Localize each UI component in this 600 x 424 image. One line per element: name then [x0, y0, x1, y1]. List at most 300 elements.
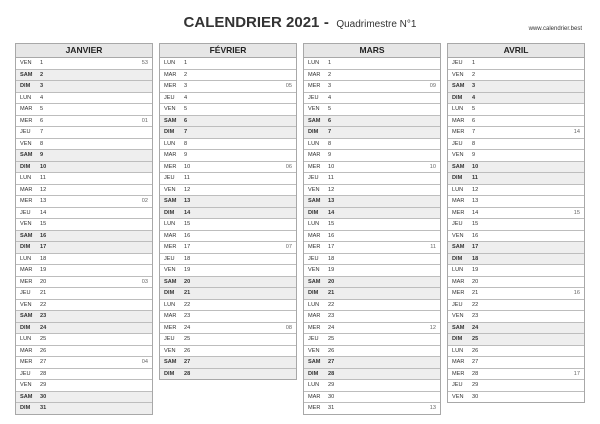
day-row — [448, 150, 584, 162]
week-number: 02 — [141, 198, 148, 204]
day-row — [16, 116, 152, 128]
day-name: SAM — [452, 83, 465, 89]
day-number: 22 — [472, 301, 479, 308]
day-row — [16, 81, 152, 93]
day-name: VEN — [20, 140, 32, 147]
week-number: 10 — [429, 163, 436, 170]
day-number: 16 — [472, 232, 479, 239]
day-name: MER — [20, 198, 33, 204]
day-row — [304, 357, 440, 369]
day-number: 17 — [40, 244, 47, 250]
day-name: JEU — [164, 175, 175, 181]
day-name: MER — [308, 83, 321, 89]
day-row — [304, 196, 440, 208]
day-number: 8 — [40, 140, 44, 147]
day-number: 12 — [328, 186, 335, 193]
day-row — [160, 357, 296, 369]
day-row — [16, 185, 152, 197]
day-number: 20 — [40, 278, 47, 285]
day-name: MAR — [20, 106, 33, 112]
day-row — [448, 70, 584, 82]
day-number: 18 — [40, 255, 47, 262]
day-number: 6 — [184, 117, 188, 124]
day-number: 16 — [40, 232, 47, 239]
day-number: 31 — [40, 405, 47, 411]
day-row — [304, 231, 440, 243]
day-row — [16, 265, 152, 277]
day-number: 5 — [40, 106, 44, 112]
day-number: 2 — [472, 71, 476, 78]
day-number: 1 — [328, 60, 332, 66]
day-number: 4 — [472, 94, 476, 101]
day-name: VEN — [20, 60, 32, 66]
day-name: DIM — [164, 129, 175, 135]
day-name: VEN — [452, 313, 464, 319]
day-name: JEU — [164, 94, 175, 101]
day-number: 27 — [184, 359, 191, 365]
day-name: LUN — [164, 221, 176, 227]
day-row — [304, 346, 440, 358]
day-row — [304, 150, 440, 162]
day-row — [448, 323, 584, 335]
day-number: 18 — [472, 255, 479, 262]
day-row — [304, 185, 440, 197]
day-name: SAM — [308, 278, 321, 285]
day-name: SAM — [164, 278, 177, 285]
day-number: 3 — [40, 83, 44, 89]
day-number: 6 — [328, 117, 332, 124]
day-number: 8 — [328, 140, 332, 147]
week-number: 09 — [429, 83, 436, 89]
week-number: 01 — [141, 117, 148, 124]
day-row — [160, 254, 296, 266]
day-number: 23 — [328, 313, 335, 319]
day-number: 11 — [40, 175, 46, 181]
day-name: SAM — [164, 117, 177, 124]
day-row — [16, 173, 152, 185]
day-row — [16, 242, 152, 254]
day-name: MER — [308, 324, 321, 331]
day-name: VEN — [164, 186, 176, 193]
day-number: 3 — [328, 83, 332, 89]
day-row — [448, 162, 584, 174]
day-row — [16, 196, 152, 208]
months-grid — [15, 43, 585, 413]
day-row — [16, 311, 152, 323]
month-header: JANVIER — [16, 44, 152, 58]
day-number: 25 — [40, 336, 47, 342]
day-row — [304, 323, 440, 335]
day-name: SAM — [20, 71, 33, 78]
day-number: 9 — [40, 152, 44, 158]
day-row — [16, 369, 152, 381]
day-row — [448, 334, 584, 346]
day-name: DIM — [452, 175, 463, 181]
day-name: MER — [452, 370, 465, 377]
day-row — [16, 323, 152, 335]
day-number: 10 — [472, 163, 479, 170]
day-row — [448, 392, 584, 403]
day-number: 10 — [40, 163, 47, 170]
day-number: 26 — [472, 347, 479, 354]
day-name: DIM — [164, 290, 175, 296]
day-number: 28 — [40, 370, 47, 377]
day-number: 18 — [184, 255, 191, 262]
day-row — [448, 81, 584, 93]
day-number: 4 — [40, 94, 44, 101]
day-row — [16, 70, 152, 82]
day-number: 23 — [40, 313, 47, 319]
day-row — [160, 58, 296, 70]
day-name: MER — [452, 209, 465, 216]
day-row — [448, 196, 584, 208]
day-name: MAR — [164, 313, 177, 319]
day-number: 20 — [472, 278, 479, 285]
day-number: 6 — [40, 117, 44, 124]
day-name: JEU — [20, 370, 31, 377]
day-name: MAR — [308, 152, 321, 158]
day-row — [160, 242, 296, 254]
day-name: JEU — [308, 255, 319, 262]
day-row — [160, 139, 296, 151]
day-name: DIM — [308, 370, 319, 377]
day-row — [304, 369, 440, 381]
day-row — [448, 139, 584, 151]
day-row — [304, 127, 440, 139]
day-name: JEU — [308, 175, 319, 181]
day-row — [448, 104, 584, 116]
day-name: DIM — [308, 209, 319, 216]
day-number: 7 — [328, 129, 332, 135]
day-row — [160, 323, 296, 335]
day-row — [16, 104, 152, 116]
day-number: 10 — [184, 163, 191, 170]
day-row — [160, 81, 296, 93]
day-number: 2 — [184, 71, 188, 78]
day-name: LUN — [452, 267, 464, 273]
day-name: LUN — [20, 175, 32, 181]
day-name: JEU — [164, 255, 175, 262]
day-row — [160, 70, 296, 82]
day-number: 2 — [328, 71, 332, 78]
day-row — [448, 219, 584, 231]
day-name: LUN — [308, 140, 320, 147]
day-row — [160, 196, 296, 208]
day-row — [304, 219, 440, 231]
day-number: 11 — [184, 175, 190, 181]
day-row — [160, 231, 296, 243]
day-number: 15 — [40, 221, 47, 227]
day-row — [160, 334, 296, 346]
day-name: JEU — [452, 382, 463, 388]
day-name: VEN — [452, 232, 464, 239]
day-row — [160, 300, 296, 312]
day-row — [304, 254, 440, 266]
day-name: SAM — [164, 198, 177, 204]
day-number: 27 — [40, 359, 47, 365]
day-number: 1 — [40, 60, 44, 66]
day-number: 3 — [472, 83, 476, 89]
day-row — [304, 70, 440, 82]
day-number: 26 — [328, 347, 335, 354]
day-row — [16, 403, 152, 414]
day-row — [448, 208, 584, 220]
day-number: 30 — [328, 393, 335, 400]
day-number: 12 — [184, 186, 191, 193]
day-name: MAR — [308, 393, 321, 400]
day-number: 7 — [184, 129, 188, 135]
day-row — [160, 311, 296, 323]
day-row — [160, 150, 296, 162]
day-row — [304, 277, 440, 289]
day-number: 21 — [472, 290, 479, 296]
day-number: 24 — [184, 324, 191, 331]
day-name: MER — [308, 405, 321, 411]
week-number: 03 — [141, 278, 148, 285]
day-number: 29 — [472, 382, 479, 388]
day-number: 4 — [184, 94, 188, 101]
day-row — [304, 139, 440, 151]
day-name: DIM — [452, 255, 463, 262]
day-row — [160, 265, 296, 277]
day-row — [16, 300, 152, 312]
day-number: 15 — [184, 221, 191, 227]
day-name: LUN — [308, 221, 320, 227]
day-row — [304, 242, 440, 254]
day-number: 6 — [472, 117, 476, 124]
day-row — [16, 219, 152, 231]
day-name: VEN — [164, 347, 176, 354]
day-number: 14 — [40, 209, 47, 216]
day-name: MER — [164, 83, 177, 89]
day-name: VEN — [452, 393, 464, 400]
day-name: LUN — [452, 186, 464, 193]
day-name: VEN — [308, 347, 320, 354]
day-row — [16, 162, 152, 174]
day-name: MER — [452, 129, 465, 135]
day-number: 27 — [472, 359, 479, 365]
day-row — [16, 139, 152, 151]
day-name: DIM — [452, 336, 463, 342]
day-row — [448, 311, 584, 323]
week-number: 14 — [573, 129, 580, 135]
day-name: MAR — [452, 117, 465, 124]
week-number: 06 — [285, 163, 292, 170]
day-number: 9 — [472, 152, 476, 158]
day-name: MER — [308, 244, 321, 250]
day-row — [160, 162, 296, 174]
day-row — [304, 334, 440, 346]
day-number: 5 — [184, 106, 188, 112]
day-row — [16, 150, 152, 162]
week-number: 08 — [285, 324, 292, 331]
day-row — [448, 357, 584, 369]
day-row — [304, 380, 440, 392]
day-row — [448, 288, 584, 300]
day-name: VEN — [308, 106, 320, 112]
day-name: VEN — [452, 71, 464, 78]
day-number: 20 — [184, 278, 191, 285]
day-row — [16, 392, 152, 404]
day-name: MER — [164, 324, 177, 331]
day-name: VEN — [20, 301, 32, 308]
day-name: JEU — [164, 336, 175, 342]
day-number: 23 — [472, 313, 479, 319]
day-row — [448, 127, 584, 139]
day-name: MAR — [452, 198, 465, 204]
day-row — [16, 208, 152, 220]
day-row — [160, 116, 296, 128]
day-number: 22 — [328, 301, 335, 308]
page-title: CALENDRIER 2021 — [183, 14, 320, 31]
day-name: SAM — [452, 163, 465, 170]
day-name: DIM — [20, 405, 31, 411]
day-name: SAM — [164, 359, 177, 365]
day-number: 11 — [472, 175, 478, 181]
day-row — [448, 242, 584, 254]
day-number: 13 — [328, 198, 335, 204]
day-name: MAR — [164, 152, 177, 158]
day-row — [304, 116, 440, 128]
day-name: LUN — [164, 60, 176, 66]
day-number: 7 — [472, 129, 476, 135]
day-name: SAM — [452, 324, 465, 331]
week-number: 11 — [430, 244, 436, 250]
day-row — [304, 403, 440, 414]
day-row — [448, 254, 584, 266]
day-row — [16, 288, 152, 300]
day-name: LUN — [20, 255, 32, 262]
day-number: 13 — [40, 198, 47, 204]
day-row — [304, 300, 440, 312]
day-number: 5 — [472, 106, 476, 112]
day-number: 19 — [40, 267, 47, 273]
day-name: JEU — [452, 140, 463, 147]
week-number: 04 — [141, 359, 148, 365]
day-name: SAM — [20, 232, 33, 239]
day-row — [304, 81, 440, 93]
day-row — [160, 127, 296, 139]
day-row — [160, 369, 296, 380]
day-name: SAM — [452, 244, 465, 250]
day-name: MAR — [308, 232, 321, 239]
day-name: DIM — [308, 290, 319, 296]
day-number: 9 — [328, 152, 332, 158]
day-number: 31 — [328, 405, 335, 411]
day-row — [304, 288, 440, 300]
day-number: 2 — [40, 71, 44, 78]
day-name: JEU — [308, 94, 319, 101]
day-row — [448, 58, 584, 70]
day-number: 24 — [472, 324, 479, 331]
day-row — [160, 185, 296, 197]
day-number: 13 — [472, 198, 479, 204]
day-name: LUN — [308, 382, 320, 388]
day-number: 30 — [472, 393, 479, 400]
day-row — [160, 208, 296, 220]
day-number: 26 — [184, 347, 191, 354]
day-name: LUN — [308, 301, 320, 308]
day-number: 8 — [472, 140, 476, 147]
day-name: JEU — [20, 129, 31, 135]
day-number: 11 — [328, 175, 334, 181]
page-subtitle: Quadrimestre N°1 — [336, 19, 417, 30]
day-name: MER — [164, 244, 177, 250]
day-name: MER — [20, 359, 33, 365]
day-row — [16, 231, 152, 243]
day-row — [448, 231, 584, 243]
day-number: 17 — [184, 244, 191, 250]
day-name: SAM — [308, 198, 321, 204]
day-name: JEU — [452, 301, 463, 308]
day-row — [448, 185, 584, 197]
day-name: VEN — [308, 267, 320, 273]
day-name: VEN — [308, 186, 320, 193]
month-column-1 — [15, 43, 153, 415]
day-number: 14 — [472, 209, 479, 216]
day-row — [16, 380, 152, 392]
day-name: JEU — [308, 336, 319, 342]
month-header: AVRIL — [448, 44, 584, 58]
day-number: 25 — [328, 336, 335, 342]
day-name: VEN — [164, 267, 176, 273]
day-number: 18 — [328, 255, 335, 262]
day-number: 16 — [184, 232, 191, 239]
day-name: LUN — [164, 301, 176, 308]
day-name: MAR — [452, 359, 465, 365]
day-name: MER — [164, 163, 177, 170]
day-name: DIM — [308, 129, 319, 135]
week-number: 17 — [573, 370, 580, 377]
day-number: 14 — [328, 209, 335, 216]
day-number: 28 — [472, 370, 479, 377]
day-number: 5 — [328, 106, 332, 112]
day-row — [304, 392, 440, 404]
day-row — [160, 219, 296, 231]
day-name: SAM — [308, 359, 321, 365]
week-number: 53 — [141, 60, 148, 66]
month-column-4 — [447, 43, 585, 403]
day-number: 21 — [40, 290, 47, 296]
day-number: 25 — [472, 336, 479, 342]
day-row — [448, 369, 584, 381]
day-number: 17 — [328, 244, 335, 250]
month-column-2 — [159, 43, 297, 380]
day-number: 23 — [184, 313, 191, 319]
day-name: VEN — [20, 221, 32, 227]
day-name: MAR — [20, 186, 33, 193]
day-row — [304, 265, 440, 277]
day-row — [448, 116, 584, 128]
day-number: 15 — [328, 221, 335, 227]
day-row — [160, 277, 296, 289]
day-number: 22 — [184, 301, 191, 308]
day-number: 20 — [328, 278, 335, 285]
day-name: DIM — [20, 163, 31, 170]
day-name: SAM — [20, 393, 33, 400]
day-number: 27 — [328, 359, 335, 365]
day-name: MAR — [164, 232, 177, 239]
day-row — [448, 300, 584, 312]
day-name: MER — [20, 117, 33, 124]
day-row — [16, 254, 152, 266]
day-number: 13 — [184, 198, 191, 204]
day-number: 25 — [184, 336, 191, 342]
day-name: DIM — [20, 244, 31, 250]
month-header: FÉVRIER — [160, 44, 296, 58]
day-row — [16, 334, 152, 346]
day-row — [16, 357, 152, 369]
